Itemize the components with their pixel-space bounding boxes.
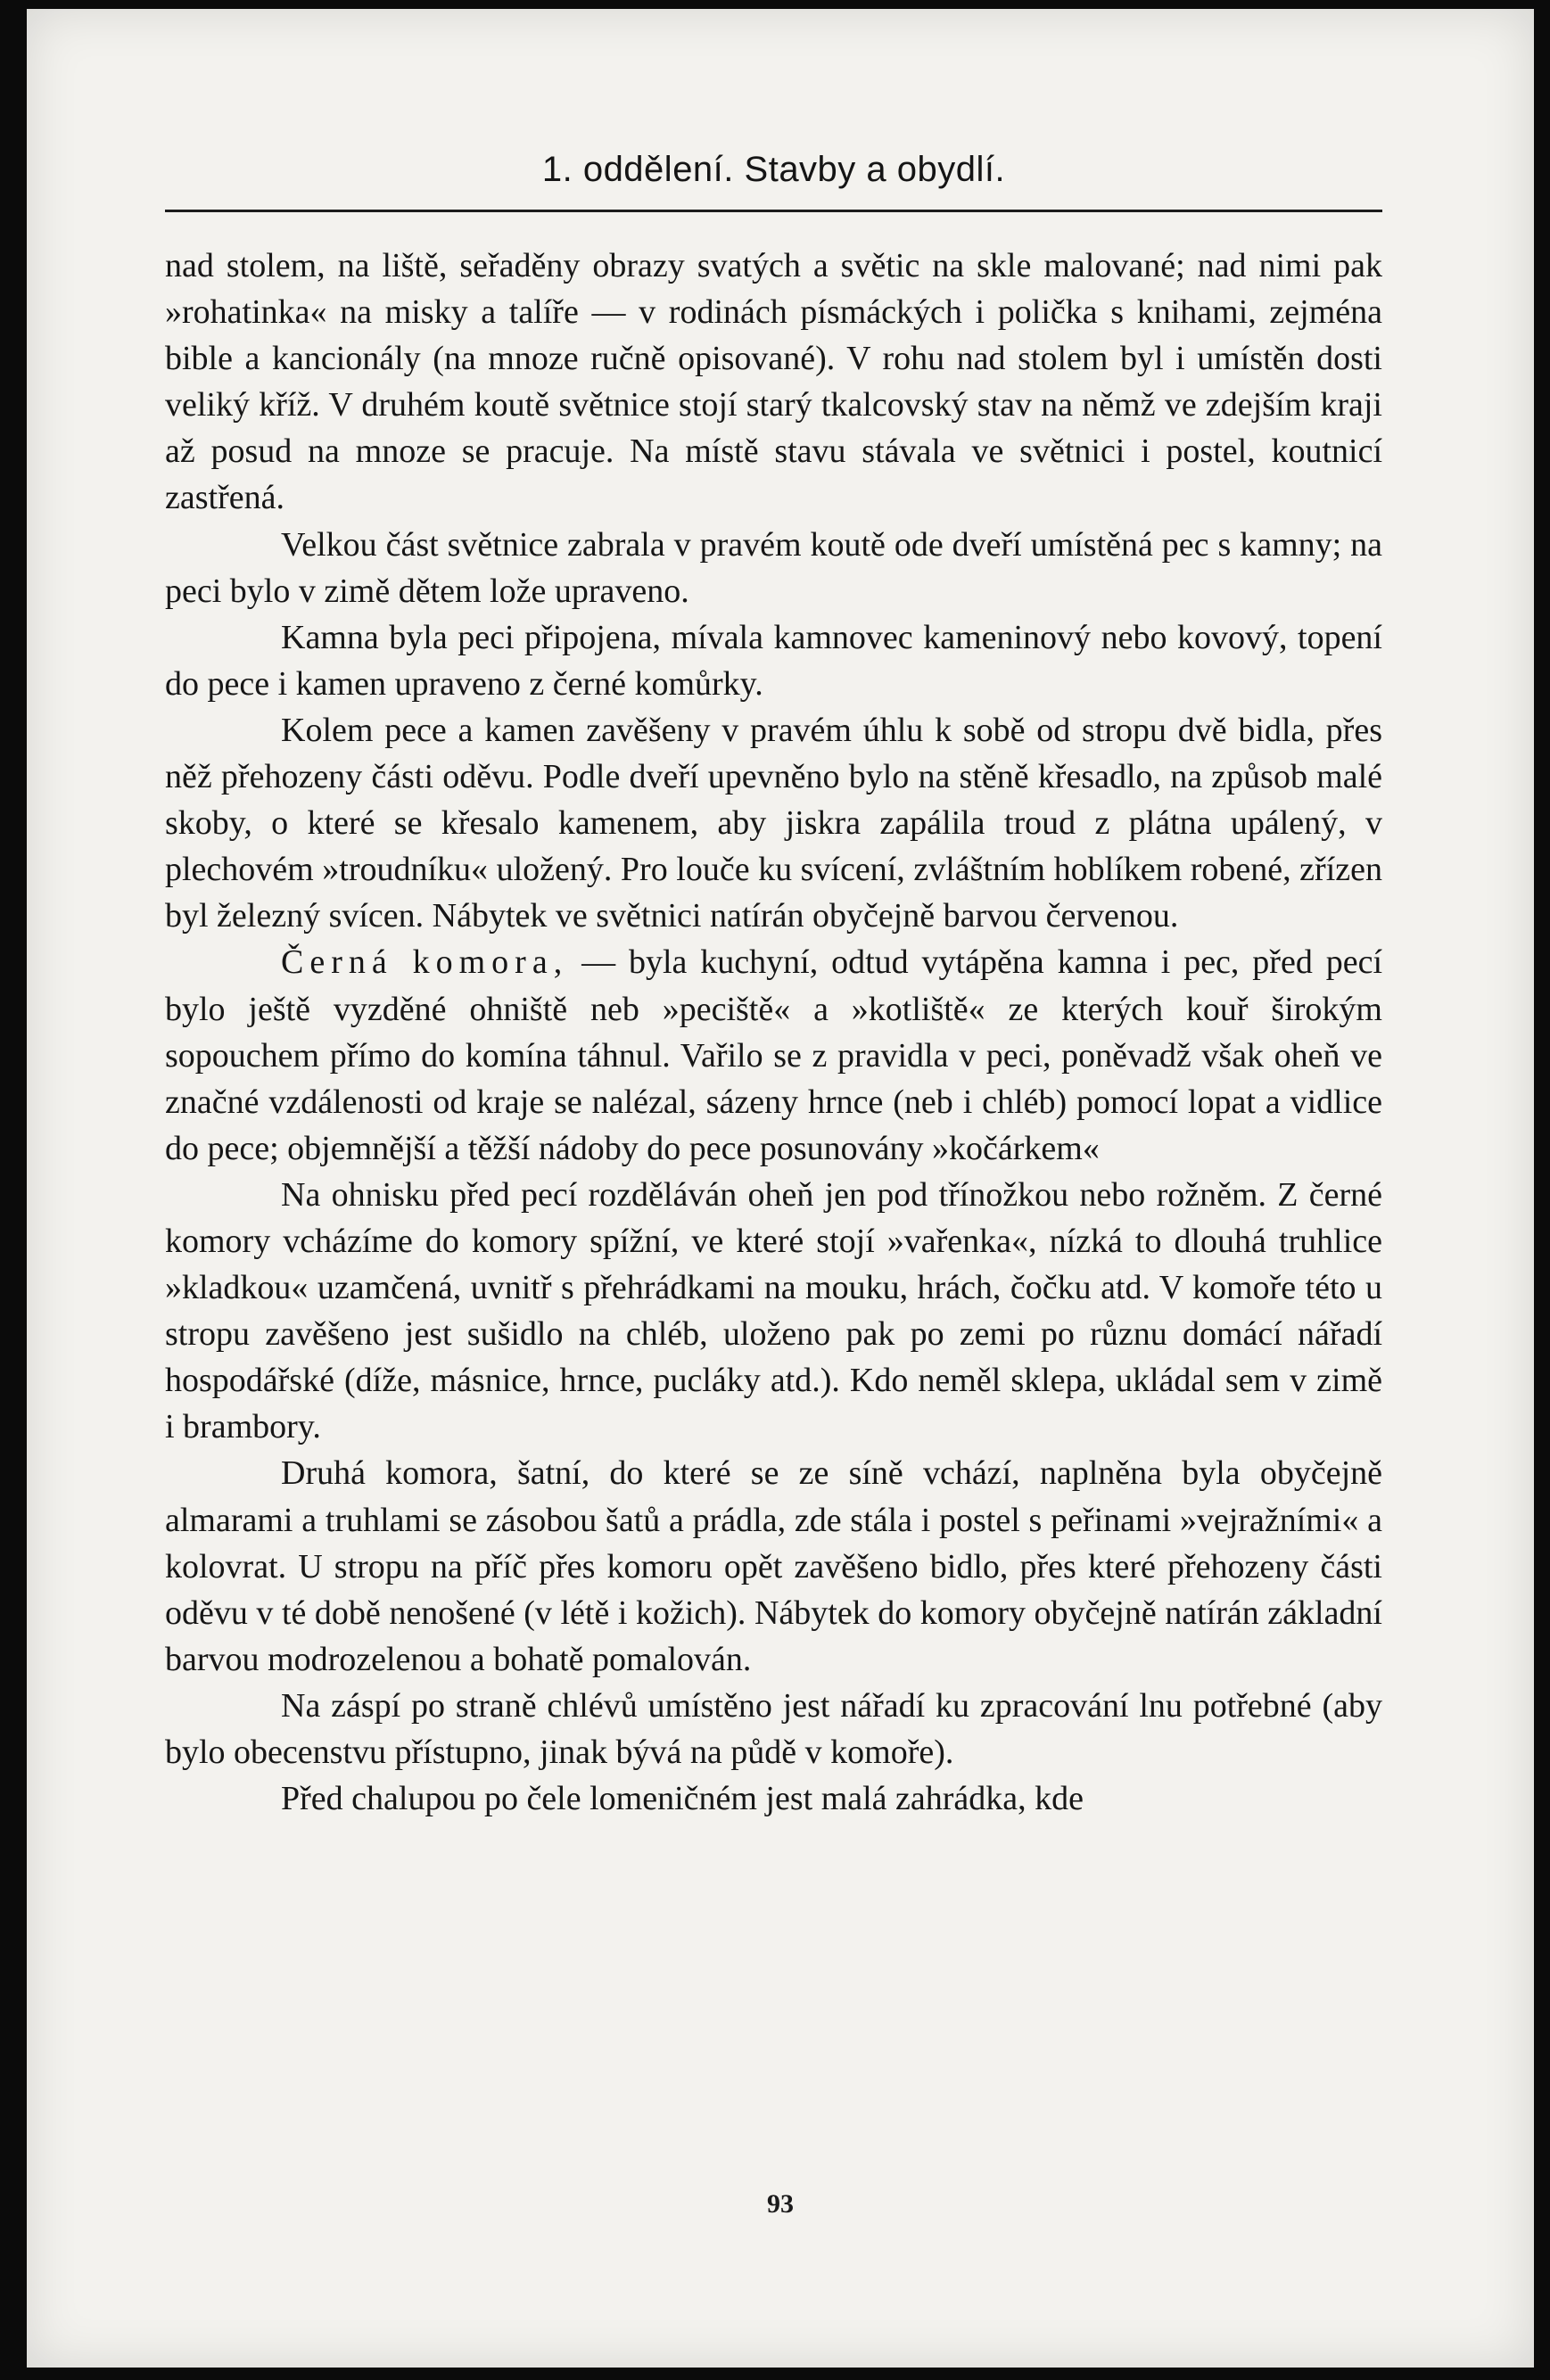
paragraph-5-lead: Černá komora, <box>281 943 569 982</box>
page-number: 93 <box>767 2189 794 2219</box>
paragraph-2: Velkou část světnice zabrala v pravém koutě ode dveří umístěná pec s kamny; na peci bylo v zimě dětem lože upraveno. <box>165 525 1382 610</box>
paragraph-5 <box>165 939 1382 1171</box>
paragraph-9: Před chalupou po čele lomeničném jest malá zahrádka, kde <box>281 1780 1084 1818</box>
paragraph-3: Kamna byla peci připojena, mívala kamnovec kameninový nebo kovový, topení do pece i kamen upraveno z černé komůrky. <box>165 618 1382 703</box>
main-text <box>165 243 1382 1822</box>
running-header <box>165 116 1382 212</box>
book-page <box>27 9 1534 2368</box>
paragraph-4: Kolem pece a kamen zavěšeny v pravém úhlu k sobě od stropu dvě bidla, přes něž přehozeny části oděvu. Podle dveří upevněno bylo na stěně křesadlo, na způsob malé skoby, o které se křesalo kamenem, aby jiskra zapálila troud z plátna upálený, v plechovém »troudníku« uložený. Pro louče ku svícení, zvláštním hoblíkem robené, zřízen byl železný svícen. Nábytek ve světnici natírán obyčejně barvou červenou. <box>165 711 1382 935</box>
paragraph-7: Druhá komora, šatní, do které se ze síně vchází, naplněna byla obyčejně almarami a truhlami se zásobou šatů a prádla, zde stála i postel s peřinami »vejražními« a kolovrat. U stropu na příč přes komoru opět zavěšeno bidlo, přes které přehozeny části oděvu v té době nenošené (v létě i kožich). Nábytek do komory obyčejně natírán základní barvou modrozelenou a bohatě pomalován. <box>165 1454 1382 1678</box>
paragraph-5-text: — byla kuchyní, odtud vytápěna kamna i pec, před pecí bylo ještě vyzděné ohniště neb »peciště« a »kotliště« ze kterých kouř širokým sopouchem přímo do komína táhnul. Vařilo se z pravidla v peci, poněvadž však oheň ve značné vzdálenosti od kraje se nalézal, sázeny hrnce (neb i chléb) pomocí lopat a vidlice do pece; objemnější a těžší nádoby do pece posunovány »kočárkem« <box>165 943 1383 1167</box>
chapter-title: 1. oddělení. Stavby a obydlí. <box>541 150 1006 189</box>
paragraph-6: Na ohnisku před pecí rozděláván oheň jen pod třínožkou nebo rožněm. Z černé komory vcházíme do komory spížní, ve které stojí »vařenka«, nízká to dlouhá truhlice »kladkou« uzamčená, uvnitř s přehrádkami na mouku, hrách, čočku atd. V komoře této u stropu zavěšeno jest sušidlo na chléb, uloženo pak po zemi po různu domácí nářadí hospodářské (díže, másnice, hrnce, pucláky atd.). Kdo neměl sklepa, ukládal sem v zimě i brambory. <box>165 1175 1382 1446</box>
paragraph-1: nad stolem, na liště, seřaděny obrazy svatých a světic na skle malované; nad nimi pak »rohatinka« na misky a talíře — v rodinách písmáckých i polička s knihami, zejména bible a kancionály (na mnoze ručně opisované). V rohu nad stolem byl i umístěn dosti veliký kříž. V druhém koutě světnice stojí starý tkalcovský stav na němž ve zdejším kraji až posud na mnoze se pracuje. Na místě stavu stávala ve světnici i postel, koutnicí zastřená. <box>165 247 1382 517</box>
paragraph-8: Na záspí po straně chlévů umístěno jest nářadí ku zpracování lnu potřebné (aby bylo obecenstvu přístupno, jinak bývá na půdě v komoře). <box>165 1686 1382 1771</box>
